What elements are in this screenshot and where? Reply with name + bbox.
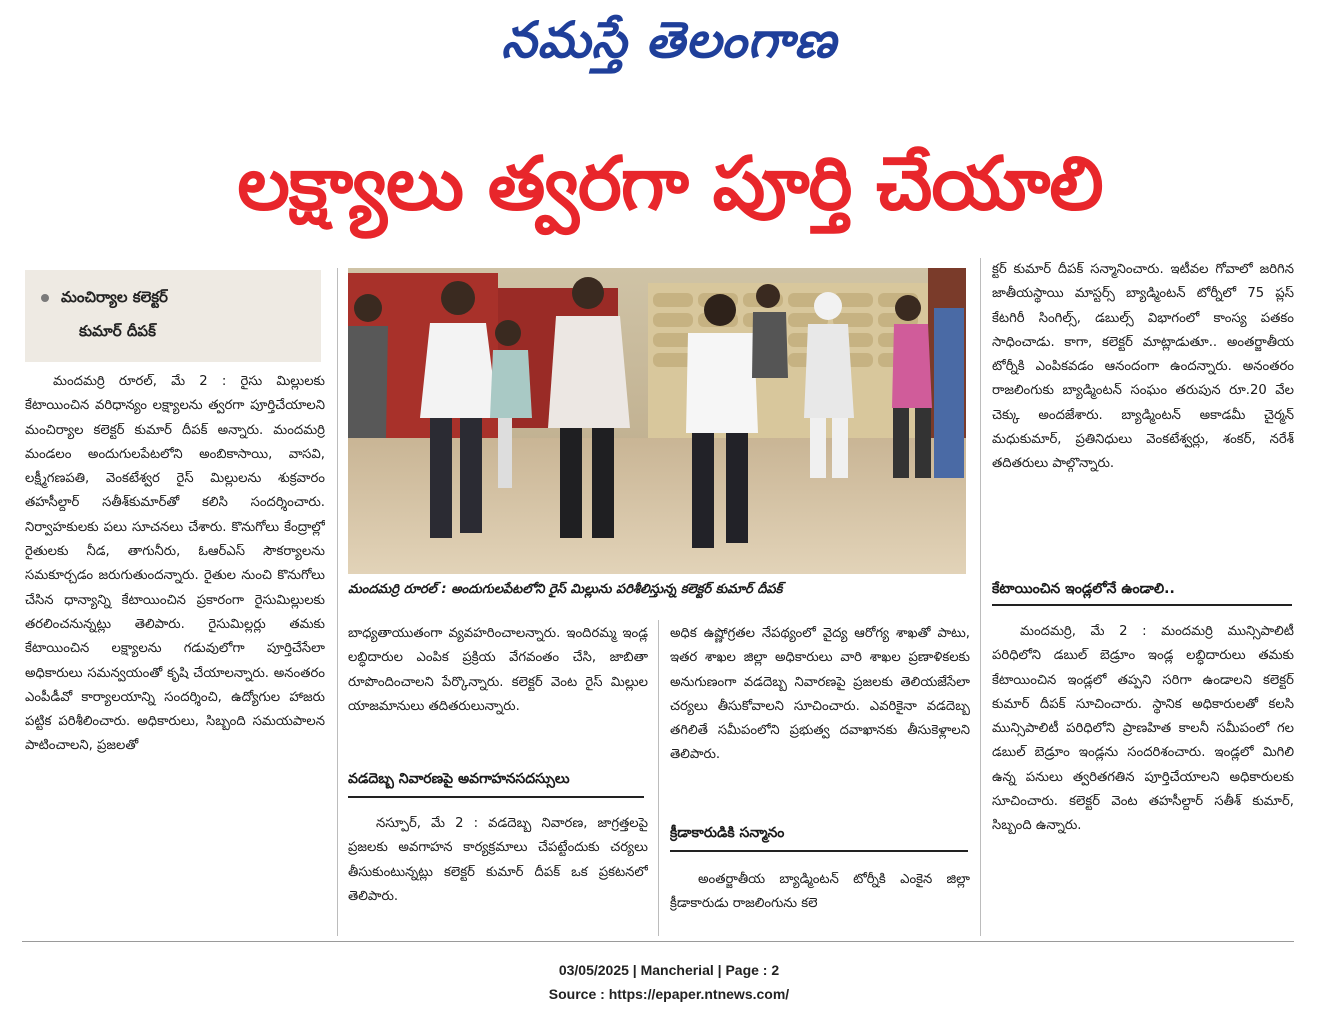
article-headline <box>20 128 1320 240</box>
column-4b-text: మందమర్రి, మే 2 : మందమర్రి మున్సిపాలిటీ పరిధిలోని డబుల్ బెడ్రూం ఇండ్ల లబ్ధిదారులు తమకు కేటాయించిన ఇండ్లలో తప్పని సరిగా ఉండాలని కలెక్టర్ కుమార్ దీపక్ సూచించారు. స్థానిక అధికారులతో కలసి మున్సిపాలిటీ పరిధిలోని ప్రాణహిత కాలనీ సమీపంలో గల డబుల్ బెడ్రూం ఇండ్లను సందరిశంచారు. ఇండ్లలో మిగిలి ఉన్న పనులు త్వరితగతిన పూర్తిచేయాలని అధికారులకు సూచించారు. కలెక్టర్ వెంట తహసీల్దార్ సతీశ్ కుమార్, సిబ్బంది ఉన్నారు. <box>992 624 1294 834</box>
subhead-rule <box>670 850 968 852</box>
subhead-rule <box>992 604 1292 606</box>
headline-text: లక్ష్యాలు త్వరగా పూర్తి చేయాలి <box>237 141 1103 227</box>
column-2b-text: నస్పూర్, మే 2 : వడదెబ్బ నివారణ, జాగ్రత్తలపై ప్రజలకు అవగాహన కార్యక్రమాలు చేపట్టేందుకు చర్యలు తీసుకుంటున్నట్లు కలెక్టర్ కుమార్ దీపక్ ఒక ప్రకటనలో తెలిపారు. <box>348 816 648 904</box>
column-2-text: బాధ్యతాయుతంగా వ్యవహరించాలన్నారు. ఇందిరమ్మ ఇండ్ల లబ్ధిదారుల ఎంపిక ప్రక్రియ వేగవంతం చేసి, జాబితా రూపొందించాలని పేర్కొన్నారు. కలెక్టర్ వెంట రైస్ మిల్లుల యాజమానులు తదితరులున్నారు. <box>348 626 648 714</box>
column-4-text: క్టర్ కుమార్ దీపక్ సన్మానించారు. ఇటీవల గోవాలో జరిగిన జాతీయస్థాయి మాస్టర్స్ బ్యాడ్మింటన్ టోర్నీలో 75 ప్లస్ కేటగిరీ సింగిల్స్, డబుల్స్ విభాగంలో కాంస్య పతకం సాధించాడు. కాగా, కలెక్టర్ మాట్లాడుతూ.. అంతర్జాతీయ టోర్నీకి ఎంపికవడం ఆనందంగా ఉందన్నారు. అనంతరం రాజలింగుకు బ్యాడ్మింటన్ సంఘం తరుపున రూ.20 వేల చెక్కు అందజేశారు. బ్యాడ్మింటన్ అకాడమీ చైర్మన్ మధుకుమార్, ప్రతినిధులు వెంకటేశ్వర్లు, శంకర్, నరేశ్ తదితరులు పాల్గొన్నారు. <box>992 262 1294 472</box>
subhead-heatstroke: వడదెబ్బ నివారణపై అవగాహనసదస్సులు <box>348 771 570 787</box>
subhead-felicitation: క్రీడాకారుడికి సన్మానం <box>670 825 785 841</box>
bullet-icon <box>41 294 49 302</box>
highlight-line-1: మంచిర్యాల కలెక్టర్ <box>41 280 311 314</box>
article-column-4 <box>992 258 1294 568</box>
footer-date-line: 03/05/2025 | Mancherial | Page : 2 <box>558 962 780 978</box>
column-1-text: మందమర్రి రూరల్, మే 2 : రైసు మిల్లులకు కేటాయించిన వరిధాన్యం లక్ష్యాలను త్వరగా పూర్తిచేయాలని మంచిర్యాల కలెక్టర్ కుమార్ దీపక్ అన్నారు. మందమర్రి మండలం అందుగులపేటలోని అంబికాసాయి, వాసవి, లక్ష్మీగణపతి, వెంకటేశ్వర రైస్ మిల్లులను శుక్రవారం తహసీల్దార్ సతీశ్‌కుమార్‌తో కలిసి సందర్శించారు. నిర్వాహకులకు పలు సూచనలు చేశారు. కొనుగోలు కేంద్రాల్లో రైతులకు నీడ, తాగునీరు, ఓఆర్ఎస్ సౌకర్యాలను సమకూర్చడం జరుగుతుందన్నారు. రైతుల నుంచి కొనుగోలు చేసిన ధాన్యాన్ని కేటాయించిన ప్రకారంగా రైసుమిల్లులకు తరలించనున్నట్లు తెలిపారు. రైసుమిల్లర్లు తమకు కేటాయించిన లక్ష్యాలను గడువులోగా పూర్తిచేసేలా అధికారులు సమన్వయంతో కృషి చేయాలన్నారు. అనంతరం ఎంపీడీవో కార్యాలయాన్ని సందర్శించి, ఉద్యోగుల హాజరు పట్టిక పరిశీలించారు. అధికారులు, సిబ్బంది సమయపాలన పాటించాలని, ప్రజలతో <box>25 374 325 754</box>
subhead-double-bedroom: కేటాయించిన ఇండ్లలోనే ఉండాలి.. <box>992 581 1175 597</box>
photo-caption: మందమర్రి రూరల్ : అందుగులపేటలోని రైస్ మిల్లును పరిశీలిస్తున్న కలెక్టర్ కుమార్ దీపక్ <box>348 582 783 597</box>
column-divider <box>337 268 338 936</box>
newspaper-masthead <box>0 8 1338 72</box>
article-column-2 <box>348 622 648 762</box>
article-column-3b <box>670 868 970 934</box>
column-divider <box>658 620 659 936</box>
highlight-box <box>25 270 321 362</box>
masthead-title: నమస్తే తెలంగాణ <box>501 11 837 69</box>
article-column-2b <box>348 812 648 934</box>
article-column-3 <box>670 622 970 810</box>
subhead-rule <box>348 796 644 798</box>
article-column-4b <box>992 620 1294 934</box>
article-column-1 <box>25 370 325 935</box>
footer-source-line: Source : https://epaper.ntnews.com/ <box>548 986 790 1002</box>
column-3-text: అధిక ఉష్ణోగ్రతల నేపథ్యంలో వైద్య ఆరోగ్య శాఖతో పాటు, ఇతర శాఖల జిల్లా అధికారులు వారి శాఖల ప్రణాళికలకు అనుగుణంగా వడదెబ్బ నివారణపై ప్రజలకు తెలియజేసేలా చర్యలు తీసుకోవాలని సూచించారు. ఎవరికైనా వడదెబ్బ తగిలితే సమీపంలోని ప్రభుత్వ దవాఖానకు తీసుకెళ్లాలని తెలిపారు. <box>670 626 970 763</box>
highlight-line-2: కుమార్ దీపక్ <box>79 322 156 340</box>
column-divider <box>980 258 981 936</box>
footer-divider <box>22 941 1294 942</box>
column-3b-text: అంతర్జాతీయ బ్యాడ్మింటన్ టోర్నీకి ఎంకైన జిల్లా క్రీడాకారుడు రాజలింగును కలె <box>670 872 970 912</box>
article-photo <box>348 268 966 574</box>
